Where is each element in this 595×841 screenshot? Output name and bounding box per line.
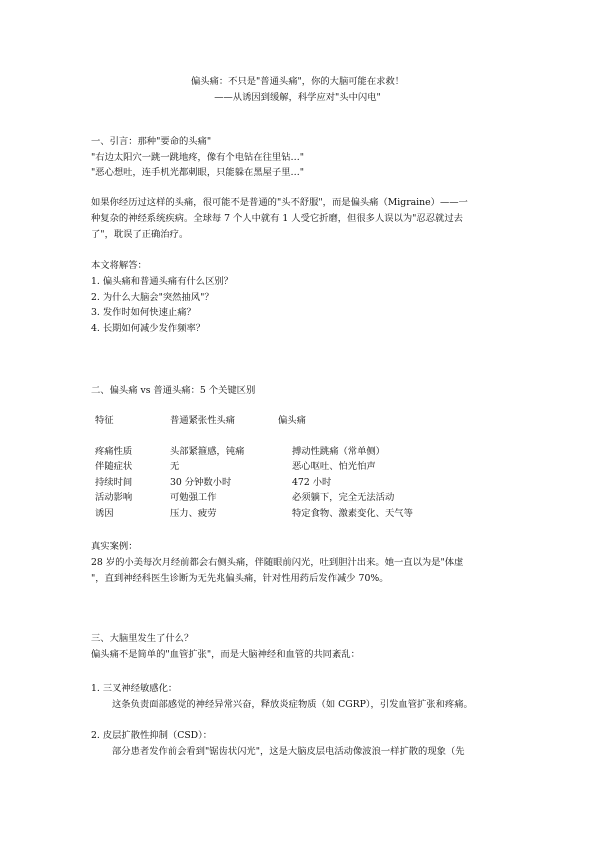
list-item: 2. 为什么大脑会"突然抽风"？ bbox=[91, 292, 214, 303]
table-cell: 搏动性跳痛（常单侧） bbox=[292, 446, 385, 457]
list-item-title: 2. 皮层扩散性抑制（CSD）： bbox=[91, 730, 213, 741]
table-cell: 可勉强工作 bbox=[170, 492, 217, 503]
list-item: 4. 长期如何减少发作频率？ bbox=[91, 323, 206, 334]
answer-intro: 本文将解答： bbox=[91, 260, 147, 271]
list-item-body: 部分患者发作前会看到"锯齿状闪光"，这是大脑皮层电活动像波浪一样扩散的现象（先 bbox=[112, 746, 465, 757]
list-item: 1. 偏头痛和普通头痛有什么区别？ bbox=[91, 276, 233, 287]
table-cell: 伴随症状 bbox=[95, 461, 133, 472]
table-cell: 压力、疲劳 bbox=[170, 508, 217, 519]
paragraph-line: 了"，耽误了正确治疗。 bbox=[91, 229, 189, 240]
table-cell: 持续时间 bbox=[95, 477, 133, 488]
table-header: 偏头痛 bbox=[278, 415, 306, 426]
quote-line: "恶心想吐，连手机光都刺眼，只能躲在黑屋子里…" bbox=[91, 167, 305, 178]
case-line: "，直到神经科医生诊断为无先兆偏头痛，针对性用药后发作减少 70%。 bbox=[91, 573, 389, 584]
paragraph-line: 种复杂的神经系统疾病。全球每 7 个人中就有 1 人受它折磨，但很多人误以为"忍忍就过去 bbox=[91, 213, 463, 224]
table-cell: 头部紧箍感，钝痛 bbox=[170, 446, 245, 457]
paragraph-line: 如果你经历过这样的头痛，很可能不是普通的"头不舒服"，而是偏头痛（Migraine）——一 bbox=[91, 197, 468, 208]
table-cell: 472 小时 bbox=[292, 477, 332, 488]
table-cell: 特定食物、激素变化、天气等 bbox=[292, 508, 413, 519]
table-cell: 无 bbox=[170, 461, 180, 472]
section1-heading: 一、引言：那种"要命的头痛" bbox=[91, 136, 212, 147]
table-cell: 活动影响 bbox=[95, 492, 133, 503]
doc-title: 偏头痛：不只是"普通头痛"，你的大脑可能在求救！ bbox=[190, 76, 405, 87]
list-item-body: 这条负责面部感觉的神经异常兴奋，释放炎症物质（如 CGRP），引发血管扩张和疼痛。 bbox=[112, 699, 473, 710]
table-cell: 诱因 bbox=[95, 508, 114, 519]
table-header: 普通紧张性头痛 bbox=[170, 415, 236, 426]
case-label: 真实案例： bbox=[91, 541, 138, 552]
quote-line: "右边太阳穴一跳一跳地疼，像有个电钻在往里钻…" bbox=[91, 152, 305, 163]
list-item: 3. 发作时如何快速止痛？ bbox=[91, 307, 196, 318]
section2-heading: 二、偏头痛 vs 普通头痛：5 个关键区别 bbox=[91, 385, 256, 396]
section3-heading: 三、大脑里发生了什么？ bbox=[91, 633, 194, 644]
table-cell: 30 分钟数小时 bbox=[170, 477, 232, 488]
table-header: 特征 bbox=[95, 415, 114, 426]
section3-intro: 偏头痛不是简单的"血管扩张"，而是大脑神经和血管的共同紊乱： bbox=[91, 649, 360, 660]
table-cell: 恶心呕吐、怕光怕声 bbox=[292, 461, 376, 472]
table-cell: 必须躺下，完全无法活动 bbox=[292, 492, 395, 503]
list-item-title: 1. 三叉神经敏感化： bbox=[91, 683, 178, 694]
doc-subtitle: ——从诱因到缓解，科学应对"头中闪电" bbox=[214, 92, 381, 103]
case-line: 28 岁的小美每次月经前都会右侧头痛，伴随眼前闪光，吐到胆汁出来。她一直以为是"体虚 bbox=[91, 557, 464, 568]
table-cell: 疼痛性质 bbox=[95, 446, 133, 457]
